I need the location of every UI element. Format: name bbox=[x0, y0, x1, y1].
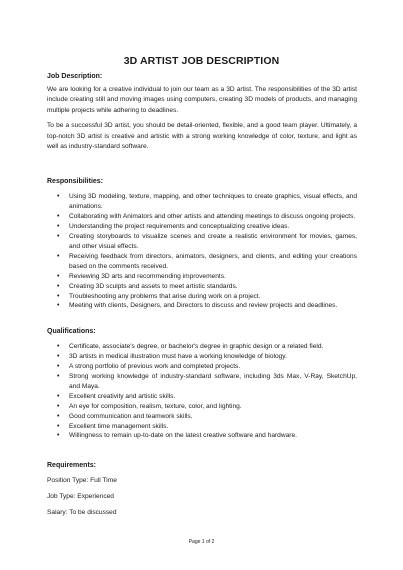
requirement-job-type: Job Type: Experienced bbox=[47, 493, 114, 501]
bullet-icon: • bbox=[57, 282, 60, 290]
job-description-paragraph: To be a successful 3D artist, you should be detail-oriented, flexible, and a good team player. Ultimately, a top-notch 3D artist is creative and artistic with a strong working knowledge of color, texture, and light as well as industry-standard software. bbox=[47, 122, 357, 151]
responsibility-item: • Understanding the project requirements and conceptualizing creative ideas. bbox=[57, 223, 290, 231]
bullet-icon: • bbox=[57, 292, 60, 300]
requirements-heading: Requirements: bbox=[47, 462, 97, 470]
job-description-paragraph: We are looking for a creative individual to join our team as a 3D artist. The responsibilities of the 3D artist include creating still and moving images using computers, creating 3D models of products, and managing multiple projects while adhering to deadlines. bbox=[47, 86, 357, 114]
qualification-item: • An eye for composition, realism, texture, color, and lighting. bbox=[57, 402, 242, 410]
document-title: 3D ARTIST JOB DESCRIPTION bbox=[123, 55, 280, 67]
qualification-item: • Good communication and teamwork skills. bbox=[57, 412, 193, 420]
qualification-item: • Strong working knowledge of industry-standard software, including 3ds Max, V-Ray, SketchUp, and Maya. bbox=[57, 373, 357, 390]
bullet-icon: • bbox=[57, 402, 60, 410]
responsibilities-list bbox=[47, 192, 357, 311]
qualification-item: • Willingness to remain up-to-date on the latest creative software and hardware. bbox=[57, 432, 297, 440]
responsibility-item: • Creating 3D sculpts and assets to meet artistic standards. bbox=[57, 282, 238, 290]
bullet-icon: • bbox=[57, 252, 60, 260]
bullet-icon: • bbox=[57, 392, 60, 400]
bullet-icon: • bbox=[57, 363, 60, 371]
qualification-item: • A strong portfolio of previous work and completed projects. bbox=[57, 363, 241, 371]
bullet-icon: • bbox=[57, 422, 60, 430]
document-body bbox=[47, 72, 357, 517]
bullet-icon: • bbox=[57, 432, 60, 440]
responsibilities-heading: Responsibilities: bbox=[47, 178, 104, 186]
qualifications-heading: Qualifications: bbox=[47, 328, 96, 336]
responsibility-item: • Collaborating with Animators and other artists and attending meetings to discuss ongoing projects. bbox=[57, 213, 356, 221]
bullet-icon: • bbox=[57, 233, 60, 241]
qualification-item: • Excellent time management skills. bbox=[57, 422, 169, 430]
responsibility-item: • Using 3D modeling, texture, mapping, and other techniques to create graphics, visual effects, and animations. bbox=[57, 193, 357, 211]
requirement-position-type: Position Type: Full Time bbox=[47, 477, 117, 485]
responsibility-item: • Troubleshooting any problems that arise during work on a project. bbox=[57, 292, 261, 300]
job-description-heading: Job Description: bbox=[47, 73, 103, 80]
responsibility-item: • Meeting with clients, Designers, and Directors to discuss and review projects and deadlines. bbox=[57, 302, 338, 310]
bullet-icon: • bbox=[57, 213, 60, 221]
qualifications-list bbox=[47, 342, 357, 441]
requirement-salary: Salary: To be discussed bbox=[47, 509, 117, 517]
bullet-icon: • bbox=[57, 373, 60, 381]
bullet-icon: • bbox=[57, 353, 60, 361]
responsibility-item: • Reviewing 3D arts and recommending improvements. bbox=[57, 272, 226, 280]
qualification-item: • Excellent creativity and artistic skills. bbox=[57, 392, 176, 400]
qualification-item: • 3D artists in medical illustration must have a working knowledge of biology. bbox=[57, 353, 287, 361]
bullet-icon: • bbox=[57, 193, 60, 201]
bullet-icon: • bbox=[57, 302, 60, 310]
qualification-item: • Certificate, associate's degree, or bachelor's degree in graphic design or a related field. bbox=[57, 343, 324, 351]
bullet-icon: • bbox=[57, 412, 60, 420]
responsibility-item: • Creating storyboards to visualize scenes and create a realistic environment for movies, games, and other visual effects. bbox=[57, 233, 357, 250]
bullet-icon: • bbox=[57, 343, 60, 351]
page-number: Page 1 of 2 bbox=[188, 539, 215, 545]
bullet-icon: • bbox=[57, 272, 60, 280]
responsibility-item: • Receiving feedback from directors, animators, designers, and clients, and editing your creations based on the comments received. bbox=[57, 252, 357, 270]
bullet-icon: • bbox=[57, 223, 60, 231]
